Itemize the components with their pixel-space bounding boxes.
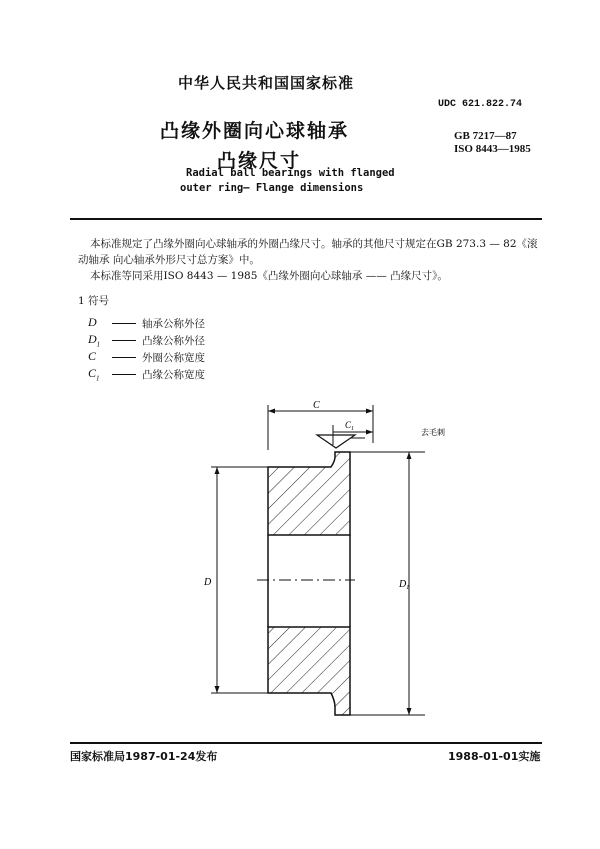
- dimension-label-c: C: [313, 400, 320, 411]
- paragraph-scope-line1: 本标准规定了凸缘外圈向心球轴承的外圈凸缘尺寸。轴承的其他尺寸规定在GB 273.3 — 82《滚: [90, 238, 538, 250]
- dimension-label-d: D: [204, 577, 212, 588]
- symbol-dash: [112, 357, 136, 358]
- symbol-dash: [112, 340, 136, 341]
- symbol-row: [88, 366, 205, 382]
- symbol-description: 外圈公称宽度: [142, 351, 205, 364]
- symbol-row: [88, 349, 205, 365]
- english-title-line2: outer ring— Flange dimensions: [180, 182, 364, 194]
- footer-rule: [70, 742, 542, 744]
- dimension-label-c1: $C_1$: [345, 420, 355, 432]
- symbol-letter: C: [88, 349, 97, 363]
- document-title-line2: 凸缘尺寸: [217, 150, 302, 172]
- symbol-dash: [112, 374, 136, 375]
- symbol-row: [88, 332, 205, 348]
- udc-number: UDC 621.822.74: [438, 99, 523, 110]
- section-title-symbols: 1 符号: [78, 295, 110, 307]
- symbol-letter: D: [88, 315, 97, 329]
- paragraph-equivalence: 本标准等同采用ISO 8443 — 1985《凸缘外圈向心球轴承 —— 凸缘尺寸》。: [90, 270, 448, 282]
- english-title-line1: Radial ball bearings with flanged: [186, 167, 395, 179]
- symbol-description: 凸缘公称宽度: [142, 368, 205, 381]
- issue-info: 国家标准局1987-01-24发布: [70, 750, 218, 763]
- iso-number: ISO 8443—1985: [454, 143, 531, 155]
- header-rule: [70, 218, 542, 220]
- bearing-flange-drawing: [195, 395, 455, 725]
- symbol-letter: $D_1$: [88, 332, 101, 349]
- paragraph-scope-line2: 动轴承 向心轴承外形尺寸总方案》中。: [78, 254, 260, 266]
- document-title-line1: 凸缘外圈向心球轴承: [160, 120, 350, 142]
- gb-number: GB 7217—87: [454, 130, 517, 142]
- symbol-dash: [112, 323, 136, 324]
- standard-name: 中华人民共和国国家标准: [178, 74, 355, 92]
- symbol-description: 凸缘公称外径: [142, 334, 205, 347]
- symbol-letter: $C_1$: [88, 366, 100, 383]
- symbol-description: 轴承公称外径: [142, 317, 205, 330]
- dimension-label-d1: $D_1$: [399, 579, 410, 591]
- symbol-row: [88, 315, 205, 331]
- implementation-date: 1988-01-01实施: [448, 750, 541, 763]
- deburr-note: 去毛刺: [421, 428, 445, 437]
